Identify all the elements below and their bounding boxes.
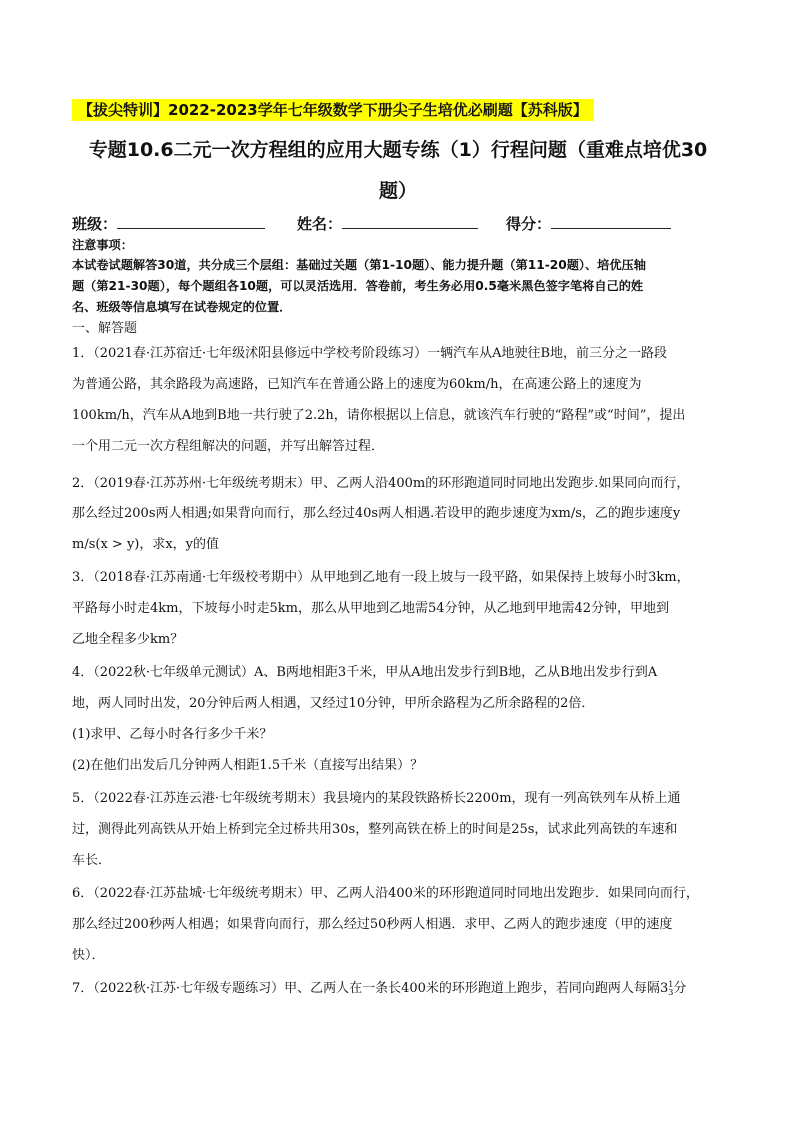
notice-line: 题（第21-30题），每个题组各10题，可以灵活选用．答卷前，考生务必用0.5毫米黑色签字笔将自己的姓 [72, 279, 644, 293]
score-field[interactable] [506, 212, 671, 235]
notice-line: 本试卷试题解答30道，共分成三个层组：基础过关题（第1-10题）、能力提升题（第11-20题）、培优压轴 [72, 258, 646, 272]
question-6-line: 6．（2022春·江苏盐城·七年级统考期末）甲、乙两人沿400米的环形跑道同时同地出发跑步．如果同向而行， [72, 886, 699, 901]
notice-line: 名、班级等信息填写在试卷规定的位置． [72, 300, 292, 314]
question-3-line: 3．（2018春·江苏南通·七年级校考期中）从甲地到乙地有一段上坡与一段平路，如果保持上坡每小时3km， [72, 570, 690, 585]
question-3-line: 平路每小时走4km，下坡每小时走5km，那么从甲地到乙地需54分钟，从乙地到甲地需42分钟，甲地到 [72, 601, 670, 616]
question-4-line: (2)在他们出发后几分钟两人相距1.5千米（直接写出结果）？ [72, 758, 424, 773]
question-4-line: (1)求甲、乙每小时各行多少千米？ [72, 727, 273, 742]
question-7-tail: 分 [673, 981, 687, 996]
class-label: 班级： [72, 215, 118, 233]
question-2-line: m/s(x > y)，求x，y的值 [72, 537, 220, 552]
question-5-line: 车长． [72, 853, 112, 868]
class-blank[interactable] [117, 212, 265, 229]
score-blank[interactable] [551, 212, 671, 229]
class-field[interactable] [72, 212, 265, 235]
question-7-text: 7．（2022秋·江苏·七年级专题练习）甲、乙两人在一条长400米的环形跑道上跑步，若同向跑两人每隔 [72, 981, 660, 996]
page-title-line-2: 题） [378, 180, 417, 202]
student-info-fields [72, 212, 724, 234]
name-field[interactable] [297, 212, 478, 235]
question-6-line: 那么经过200秒两人相遇；如果背向而行，那么经过50秒两人相遇．求甲、乙两人的跑步速度（甲的速度 [72, 917, 673, 932]
question-7-line [72, 979, 732, 999]
page-title-line-1: 专题10.6二元一次方程组的应用大题专练（1）行程问题（重难点培优30 [88, 139, 708, 161]
question-1-line: 1．（2021春·江苏宿迁·七年级沭阳县修远中学校考阶段练习）一辆汽车从A地驶往B地，前三分之一路段 [72, 346, 668, 361]
question-1-line: 一个用二元一次方程组解决的问题，并写出解答过程． [72, 439, 385, 454]
mixed-number-whole: 3 [659, 981, 669, 996]
question-6-line: 快）． [72, 948, 105, 963]
question-5-line: 过，测得此列高铁从开始上桥到完全过桥共用30s，整列高铁在桥上的时间是25s，试求此列高铁的车速和 [72, 822, 678, 837]
question-1-line: 100km/h，汽车从A地到B地一共行驶了2.2h，请你根据以上信息，就该汽车行驶的“路程”或“时间”，提出 [72, 408, 686, 423]
notice-heading: 注意事项： [72, 238, 133, 252]
question-4-line: 地，两人同时出发，20分钟后两人相遇，又经过10分钟，甲所余路程为乙所余路程的2倍． [72, 696, 595, 711]
name-blank[interactable] [342, 212, 478, 229]
question-3-line: 乙地全程多少km？ [72, 632, 184, 647]
question-4-line: 4．（2022秋·七年级单元测试）A、B两地相距3千米，甲从A地出发步行到B地，乙从B地出发步行到A [72, 665, 658, 680]
name-label: 姓名： [297, 215, 343, 233]
question-2-line: 那么经过200s两人相遇;如果背向而行，那么经过40s两人相遇.若设甲的跑步速度为xm/s，乙的跑步速度y [72, 506, 681, 521]
series-banner: 【拔尖特训】2022-2023学年七年级数学下册尖子生培优必刷题【苏科版】 [72, 99, 594, 121]
fraction-denominator: 3 [668, 987, 674, 997]
score-label: 得分： [506, 215, 552, 233]
question-5-line: 5．（2022春·江苏连云港·七年级统考期末）我县境内的某段铁路桥长2200m，现有一列高铁列车从桥上通 [72, 791, 681, 806]
fraction-numerator: 1 [668, 979, 674, 989]
section-heading: 一、解答题 [72, 321, 138, 336]
question-1-line: 为普通公路，其余路段为高速路，已知汽车在普通公路上的速度为60km/h，在高速公路上的速度为 [72, 377, 642, 392]
question-2-line: 2．（2019春·江苏苏州·七年级统考期末）甲、乙两人沿400m的环形跑道同时同地出发跑步.如果同向而行， [72, 476, 690, 491]
